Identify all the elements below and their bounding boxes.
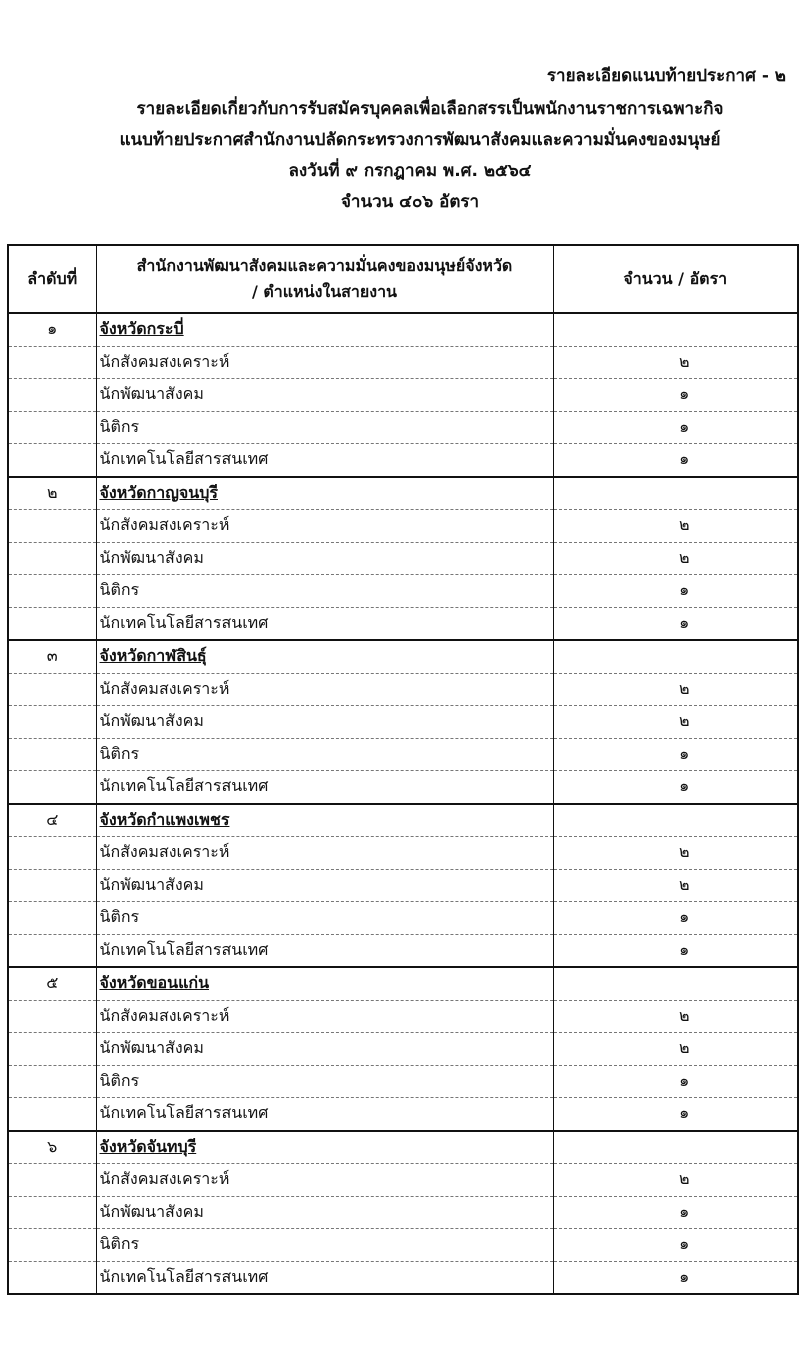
position-row [8,542,798,575]
position-row [8,837,798,870]
document-title [0,94,800,218]
province-row [8,313,798,346]
position-title: นิติกร [96,575,553,608]
position-title: นักสังคมสงเคราะห์ [96,1000,553,1033]
row-number-empty [8,607,96,640]
row-number-empty [8,346,96,379]
position-row [8,1033,798,1066]
page-reference: รายละเอียดแนบท้ายประกาศ - ๒ [546,66,786,86]
row-number-empty [8,444,96,477]
row-number-empty [8,1000,96,1033]
province-name: จังหวัดขอนแก่น [99,973,210,993]
position-title: นักพัฒนาสังคม [96,706,553,739]
position-count: ๑ [553,575,798,608]
position-count: ๑ [553,1098,798,1131]
position-title: นักสังคมสงเคราะห์ [96,673,553,706]
row-number-empty [8,738,96,771]
province-name: จังหวัดกระบี่ [99,319,184,339]
position-row [8,510,798,543]
table-header-row [8,245,798,313]
position-row [8,1164,798,1197]
position-row [8,411,798,444]
row-number-empty [8,673,96,706]
position-count: ๑ [553,902,798,935]
province-row [8,1131,798,1164]
position-row [8,1229,798,1262]
position-title: นักพัฒนาสังคม [96,1033,553,1066]
position-row [8,771,798,804]
position-count: ๒ [553,1164,798,1197]
row-number: ๒ [8,477,96,510]
position-title: นิติกร [96,1065,553,1098]
province-cell [96,477,553,510]
position-title: นักเทคโนโลยีสารสนเทศ [96,771,553,804]
position-row [8,1196,798,1229]
position-count: ๑ [553,934,798,967]
province-name: จังหวัดกาฬสินธุ์ [99,646,207,666]
province-name: จังหวัดกำแพงเพชร [99,809,230,829]
position-count: ๒ [553,869,798,902]
title-total-positions: จำนวน ๔๐๖ อัตรา [340,192,480,212]
position-row [8,1000,798,1033]
count-cell-empty [553,967,798,1000]
province-row [8,804,798,837]
position-title: นักเทคโนโลยีสารสนเทศ [96,607,553,640]
row-number-empty [8,1098,96,1131]
position-row [8,1261,798,1294]
row-number-empty [8,1196,96,1229]
count-cell-empty [553,477,798,510]
province-name: จังหวัดกาญจนบุรี [99,482,218,502]
position-count: ๑ [553,411,798,444]
position-count: ๒ [553,1000,798,1033]
position-row [8,706,798,739]
position-title: นักสังคมสงเคราะห์ [96,346,553,379]
position-title: นักสังคมสงเคราะห์ [96,837,553,870]
position-row [8,1098,798,1131]
province-cell [96,640,553,673]
row-number-empty [8,771,96,804]
row-number-empty [8,379,96,412]
position-title: นักสังคมสงเคราะห์ [96,1164,553,1197]
position-count: ๒ [553,673,798,706]
row-number-empty [8,902,96,935]
row-number-empty [8,837,96,870]
position-count: ๒ [553,706,798,739]
position-title: นักสังคมสงเคราะห์ [96,510,553,543]
position-title: นักเทคโนโลยีสารสนเทศ [96,444,553,477]
position-title: นิติกร [96,1229,553,1262]
positions-table [7,244,799,1295]
position-row [8,869,798,902]
row-number-empty [8,510,96,543]
header-count: จำนวน / อัตรา [553,245,798,313]
position-count: ๑ [553,1261,798,1294]
row-number-empty [8,1033,96,1066]
position-count: ๑ [553,444,798,477]
row-number: ๑ [8,313,96,346]
position-title: นักพัฒนาสังคม [96,1196,553,1229]
row-number-empty [8,575,96,608]
position-title: นักพัฒนาสังคม [96,379,553,412]
position-row [8,673,798,706]
position-count: ๒ [553,837,798,870]
count-cell-empty [553,804,798,837]
header-office-line2: / ตำแหน่งในสายงาน [251,282,397,301]
position-count: ๑ [553,1065,798,1098]
position-title: นิติกร [96,411,553,444]
count-cell-empty [553,640,798,673]
position-title: นักพัฒนาสังคม [96,542,553,575]
province-cell [96,313,553,346]
position-count: ๑ [553,607,798,640]
province-cell [96,804,553,837]
row-number: ๓ [8,640,96,673]
position-row [8,444,798,477]
row-number: ๔ [8,804,96,837]
position-row [8,379,798,412]
province-name: จังหวัดจันทบุรี [99,1136,197,1156]
table-body [8,313,798,1294]
position-title: นิติกร [96,902,553,935]
position-row [8,607,798,640]
position-row [8,738,798,771]
row-number-empty [8,706,96,739]
province-cell [96,967,553,1000]
position-row [8,902,798,935]
position-count: ๒ [553,510,798,543]
header-office-line1: สำนักงานพัฒนาสังคมและความมั่นคงของมนุษย์จังหวัด [136,256,513,275]
position-count: ๒ [553,346,798,379]
position-count: ๒ [553,542,798,575]
row-number: ๖ [8,1131,96,1164]
position-title: นักเทคโนโลยีสารสนเทศ [96,1261,553,1294]
position-row [8,1065,798,1098]
province-row [8,640,798,673]
position-count: ๑ [553,738,798,771]
position-title: นักพัฒนาสังคม [96,869,553,902]
title-line-1: รายละเอียดเกี่ยวกับการรับสมัครบุคคลเพื่อเลือกสรรเป็นพนักงานราชการเฉพาะกิจ [136,99,724,119]
position-title: นักเทคโนโลยีสารสนเทศ [96,934,553,967]
row-number-empty [8,869,96,902]
title-date: ลงวันที่ ๙ กรกฎาคม พ.ศ. ๒๕๖๔ [288,161,532,181]
position-title: นิติกร [96,738,553,771]
position-count: ๑ [553,1196,798,1229]
row-number-empty [8,1229,96,1262]
position-row [8,346,798,379]
row-number-empty [8,934,96,967]
position-count: ๑ [553,379,798,412]
province-row [8,967,798,1000]
position-count: ๑ [553,1229,798,1262]
row-number-empty [8,542,96,575]
position-count: ๑ [553,771,798,804]
count-cell-empty [553,313,798,346]
position-row [8,934,798,967]
row-number-empty [8,1065,96,1098]
row-number-empty [8,1261,96,1294]
province-row [8,477,798,510]
row-number: ๕ [8,967,96,1000]
position-count: ๒ [553,1033,798,1066]
count-cell-empty [553,1131,798,1164]
header-no: ลำดับที่ [8,245,96,313]
province-cell [96,1131,553,1164]
title-line-2: แนบท้ายประกาศสำนักงานปลัดกระทรวงการพัฒนาสังคมและความมั่นคงของมนุษย์ [119,130,721,150]
position-row [8,575,798,608]
header-office-position [96,245,553,313]
position-title: นักเทคโนโลยีสารสนเทศ [96,1098,553,1131]
row-number-empty [8,1164,96,1197]
row-number-empty [8,411,96,444]
